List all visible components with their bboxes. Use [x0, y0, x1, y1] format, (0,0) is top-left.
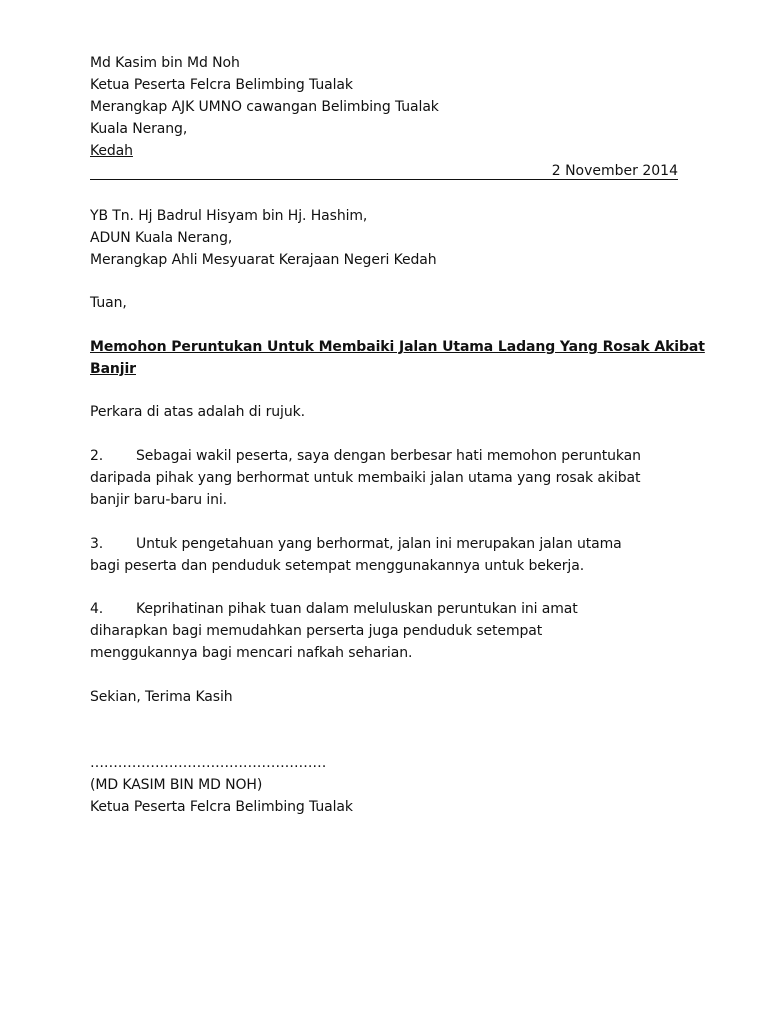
signature-dots: ……………………………………………	[90, 755, 327, 771]
signature-name: (MD KASIM BIN MD NOH)	[90, 777, 263, 793]
sender-state: Kedah	[90, 143, 133, 159]
paragraph-3-line-1	[90, 533, 680, 555]
recipient-role: Merangkap Ahli Mesyuarat Kerajaan Negeri Kedah	[90, 252, 437, 268]
paragraph-2-line-1	[90, 445, 680, 467]
opening-paragraph: Perkara di atas adalah di rujuk.	[90, 404, 305, 420]
subject-line-2: Banjir	[90, 361, 136, 377]
sender-title: Ketua Peserta Felcra Belimbing Tualak	[90, 77, 353, 93]
paragraph-3-line-2: bagi peserta dan penduduk setempat menggunakannya untuk bekerja.	[90, 558, 585, 574]
salutation: Tuan,	[90, 295, 127, 311]
signature-title: Ketua Peserta Felcra Belimbing Tualak	[90, 799, 353, 815]
paragraph-4-line-1	[90, 598, 680, 620]
letter-date: 2 November 2014	[551, 163, 678, 179]
paragraph-2-text-1: Sebagai wakil peserta, saya dengan berbesar hati memohon peruntukan	[136, 448, 641, 464]
date-row	[90, 160, 678, 182]
sender-role: Merangkap AJK UMNO cawangan Belimbing Tualak	[90, 99, 439, 115]
sender-town: Kuala Nerang,	[90, 121, 188, 137]
recipient-name: YB Tn. Hj Badrul Hisyam bin Hj. Hashim,	[90, 208, 368, 224]
paragraph-3-number: 3.	[90, 536, 104, 552]
paragraph-4-line-3: menggukannya bagi mencari nafkah seharian.	[90, 645, 413, 661]
paragraph-4-line-2: diharapkan bagi memudahkan perserta juga penduduk setempat	[90, 623, 543, 639]
paragraph-2-line-3: banjir baru-baru ini.	[90, 492, 228, 508]
paragraph-4-text-1: Keprihatinan pihak tuan dalam meluluskan peruntukan ini amat	[136, 601, 578, 617]
sender-name: Md Kasim bin Md Noh	[90, 55, 240, 71]
paragraph-3-text-1: Untuk pengetahuan yang berhormat, jalan ini merupakan jalan utama	[136, 536, 622, 552]
closing: Sekian, Terima Kasih	[90, 689, 233, 705]
recipient-title: ADUN Kuala Nerang,	[90, 230, 233, 246]
paragraph-2-line-2: daripada pihak yang berhormat untuk membaiki jalan utama yang rosak akibat	[90, 470, 641, 486]
paragraph-2-number: 2.	[90, 448, 104, 464]
subject-line-1: Memohon Peruntukan Untuk Membaiki Jalan Utama Ladang Yang Rosak Akibat	[90, 339, 705, 355]
paragraph-4-number: 4.	[90, 601, 104, 617]
